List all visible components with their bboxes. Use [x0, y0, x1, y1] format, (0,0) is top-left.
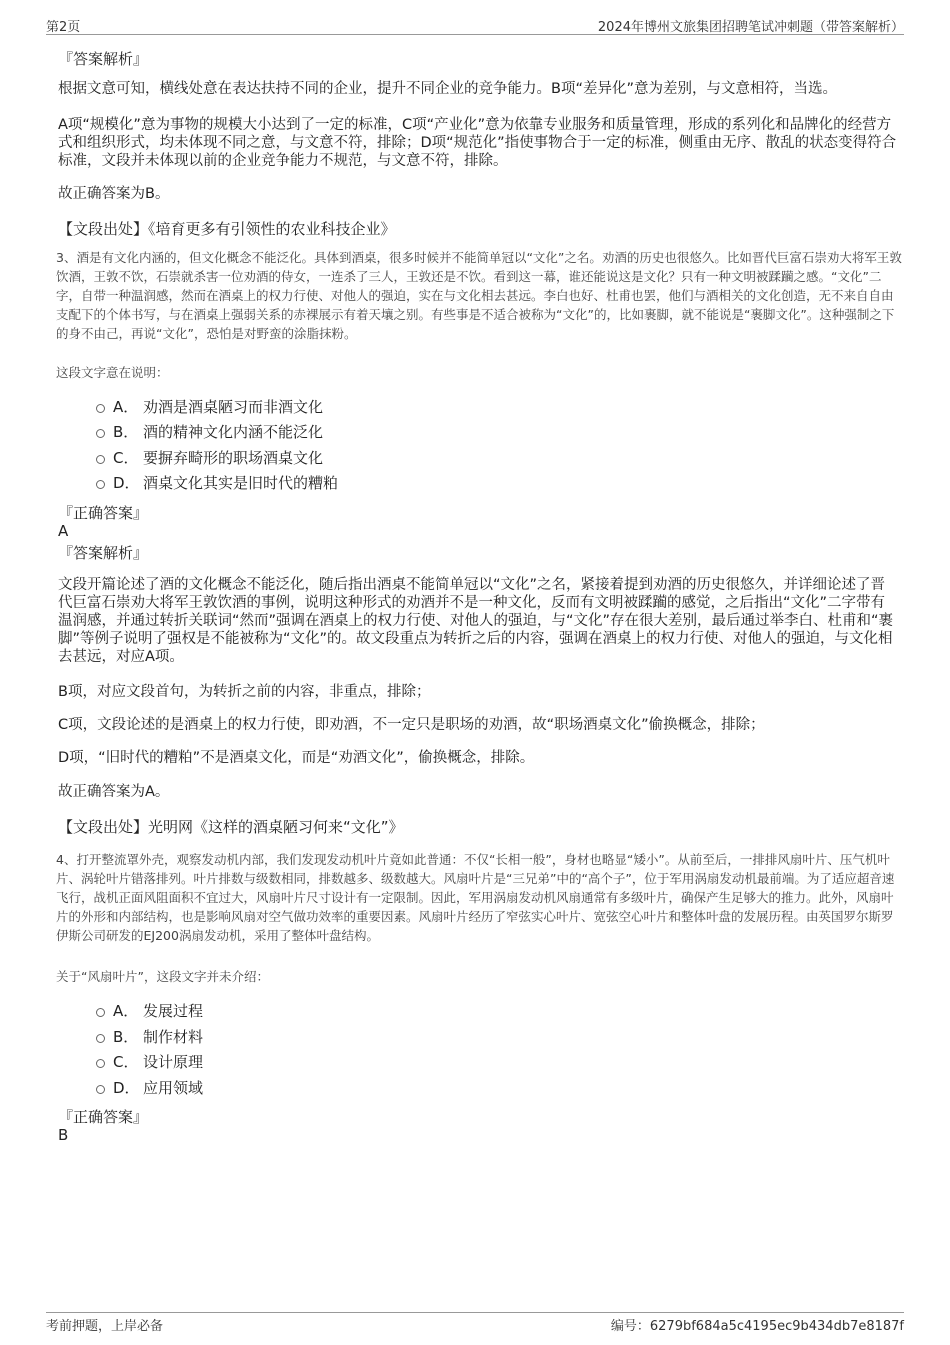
- option-text: 应用领域: [143, 1078, 204, 1097]
- source-citation: 【文段出处】《培育更多有引领性的农业科技企业》: [58, 220, 396, 238]
- option-c[interactable]: [96, 1051, 203, 1071]
- option-b[interactable]: [96, 421, 323, 441]
- option-b[interactable]: [96, 1026, 203, 1046]
- correct-answer: A: [58, 522, 69, 540]
- question-text: 4、打开整流罩外壳，观察发动机内部，我们发现发动机叶片竟如此普通：不仅“长相一般”，身材也略显“矮小”。从前至后，一排排风扇叶片、压气机叶片、涡轮叶片错落排列。叶片排数与级数相同，排数越多、级数越大。风扇叶片是“三兄弟”中的“高个子”，位于军用涡扇发动机最前端。为了适应超音速飞行，战机正面风阻面积不宜过大，风扇叶片尺寸设计有一定限制。因此，军用涡扇发动机风扇通常有多级叶片，确保产生足够大的推力。此外，风扇叶片的外形和内部结构，也是影响风扇对空气做功效率的重要因素。风扇叶片经历了窄弦实心叶片、宽弦空心叶片和整体叶盘的发展历程。由英国罗尔斯罗伊斯公司研发的EJ200涡扇发动机，采用了整体叶盘结构。: [56, 852, 895, 943]
- analysis-paragraph: 根据文意可知，横线处意在表达扶持不同的企业，提升不同企业的竞争能力。B项“差异化”意为差别，与文意相符，当选。: [58, 81, 837, 97]
- correct-answer: B: [58, 1126, 69, 1144]
- page-footer: [46, 1312, 904, 1337]
- document-code: [611, 1315, 904, 1334]
- page-number: 第2页: [46, 20, 81, 35]
- correct-answer-label: 『正确答案』: [58, 1108, 149, 1126]
- option-text: 要摒弃畸形的职场酒桌文化: [143, 448, 324, 467]
- option-text: 酒的精神文化内涵不能泛化: [143, 422, 324, 441]
- option-text: 酒桌文化其实是旧时代的糟粕: [143, 473, 339, 492]
- radio-icon[interactable]: [96, 1085, 105, 1094]
- option-letter: B．: [113, 422, 139, 441]
- analysis-paragraph: 文段开篇论述了酒的文化概念不能泛化，随后指出酒桌不能简单冠以“文化”之名，紧接着提到劝酒的历史很悠久，并详细论述了晋代巨富石崇劝大将军王敦饮酒的事例，说明这种形式的劝酒并不是一种文化，反而有文明被蹂躏的感觉，之后指出“文化”二字带有温润感，并通过转折关联词“然而”强调在酒桌上的权力行使、对他人的强迫，与“文化”存在很大差别，最后通过举李白、杜甫和“裹脚”等例子说明了强权是不能被称为“文化”的。故文段重点为转折之后的内容，强调在酒桌上的权力行使、对他人的强迫，与文化相去甚远，对应A项。: [58, 577, 894, 665]
- radio-icon[interactable]: [96, 1008, 105, 1017]
- radio-icon[interactable]: [96, 1034, 105, 1043]
- analysis-paragraph: A项“规模化”意为事物的规模大小达到了一定的标准，C项“产业化”意为依靠专业服务和质量管理，形成的系列化和品牌化的经营方式和组织形式，均未体现不同之意，与文意不符，排除；D项“规范化”指使事物合于一定的标准，侧重由无序、散乱的状态变得符合标准，文段并未体现以前的企业竞争能力不规范，与文意不符，排除。: [58, 117, 897, 169]
- code-label: 编号：: [610, 1319, 650, 1334]
- option-a[interactable]: [96, 1000, 203, 1020]
- option-d[interactable]: [96, 1077, 203, 1097]
- analysis-paragraph: B项，对应文段首句，为转折之前的内容，非重点，排除；: [58, 684, 431, 700]
- conclusion: 故正确答案为B。: [58, 186, 170, 202]
- radio-icon[interactable]: [96, 480, 105, 489]
- code-value: 6279bf684a5c4195ec9b434db7e8187f: [649, 1319, 904, 1334]
- source-citation: 【文段出处】光明网《这样的酒桌陋习何来“文化”》: [58, 818, 404, 836]
- option-letter: C．: [113, 1052, 139, 1071]
- option-text: 设计原理: [143, 1052, 204, 1071]
- option-text: 发展过程: [143, 1001, 204, 1020]
- option-letter: D．: [113, 473, 140, 492]
- option-letter: B．: [113, 1027, 139, 1046]
- conclusion: 故正确答案为A。: [58, 784, 170, 800]
- analysis-label: 『答案解析』: [58, 544, 149, 562]
- option-letter: A．: [113, 1001, 139, 1020]
- option-letter: A．: [113, 397, 139, 416]
- analysis-label: 『答案解析』: [58, 50, 149, 68]
- radio-icon[interactable]: [96, 404, 105, 413]
- analysis-paragraph: C项，文段论述的是酒桌上的权力行使，即劝酒，不一定只是职场的劝酒，故“职场酒桌文化”偷换概念，排除；: [58, 717, 765, 733]
- correct-answer-label: 『正确答案』: [58, 504, 149, 522]
- question-prompt: 这段文字意在说明：: [56, 365, 169, 380]
- option-text: 劝酒是酒桌陋习而非酒文化: [143, 397, 324, 416]
- analysis-paragraph: D项，“旧时代的糟粕”不是酒桌文化，而是“劝酒文化”，偷换概念，排除。: [58, 750, 535, 766]
- radio-icon[interactable]: [96, 429, 105, 438]
- option-d[interactable]: [96, 472, 338, 492]
- option-text: 制作材料: [143, 1027, 204, 1046]
- document-title: 2024年博州文旅集团招聘笔试冲刺题（带答案解析）: [597, 20, 904, 35]
- option-letter: D．: [113, 1078, 140, 1097]
- option-a[interactable]: [96, 396, 323, 416]
- radio-icon[interactable]: [96, 455, 105, 464]
- question-prompt: 关于“风扇叶片”，这段文字并未介绍：: [56, 969, 269, 984]
- footer-slogan: 考前押题，上岸必备: [46, 1319, 164, 1334]
- radio-icon[interactable]: [96, 1059, 105, 1068]
- question-text: 3、酒是有文化内涵的，但文化概念不能泛化。具体到酒桌，很多时候并不能简单冠以“文化”之名。劝酒的历史也很悠久。比如晋代巨富石崇劝大将军王敦饮酒，王敦不饮，石崇就杀害一位劝酒的侍女，一连杀了三人，王敦还是不饮。看到这一幕，谁还能说这是文化？只有一种文明被蹂躏之感。“文化”二字，自带一种温润感，然而在酒桌上的权力行使、对他人的强迫，实在与文化相去甚远。李白也好、杜甫也罢，他们与酒相关的文化创造，无不来自自由支配下的个体书写，与在酒桌上强弱关系的赤裸展示有着天壤之别。有些事是不适合被称为“文化”的，比如裹脚，就不能说是“裹脚文化”。这种强制之下的身不由己，再说“文化”，恐怕是对野蛮的涂脂抹粉。: [56, 250, 902, 341]
- option-c[interactable]: [96, 447, 323, 467]
- option-letter: C．: [113, 448, 139, 467]
- page-header: [46, 14, 904, 35]
